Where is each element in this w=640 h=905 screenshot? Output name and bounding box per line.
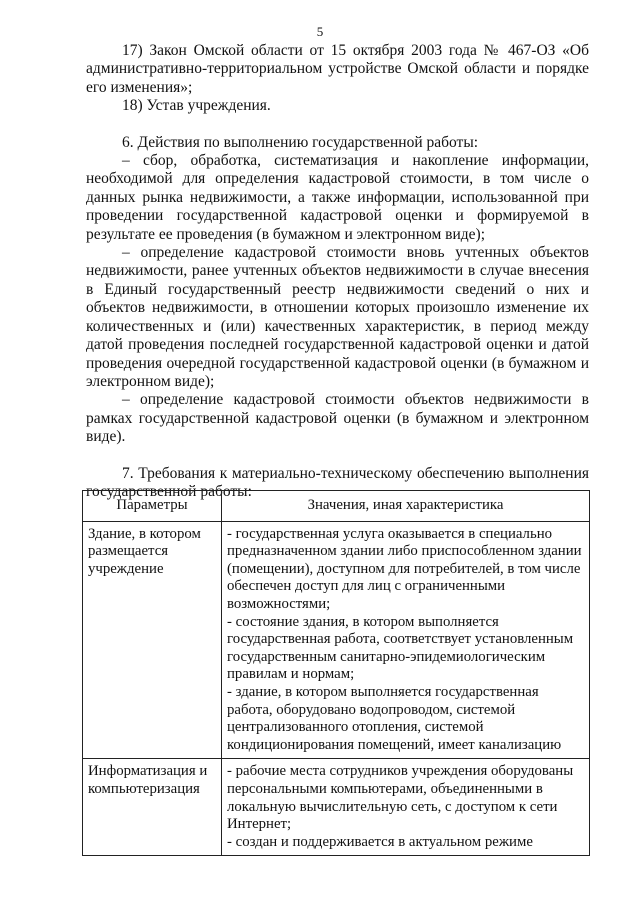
- section-6-item-a: – сбор, обработка, систематизация и накопление информации, необходимой для определения кадастровой стоимости, в том числе о данных рынка недвижимости, а также информации, использованной при проведении государственной кадастровой оценки и формируемой в результате ее проведения (в бумажном и электронном виде);: [86, 152, 589, 243]
- requirements-table: [82, 490, 590, 856]
- spacer: [86, 116, 589, 134]
- param-cell: Информатизация и компьютеризация: [83, 759, 222, 856]
- header-parameters: Параметры: [83, 491, 222, 522]
- section-7-heading: 7. Требования к материально-техническому обеспечению выполнения государственной работы:: [86, 464, 589, 500]
- value-cell: [222, 521, 590, 759]
- list-item-18: 18) Устав учреждения.: [122, 97, 271, 115]
- section-6-heading: 6. Действия по выполнению государственной работы:: [122, 133, 479, 151]
- list-item-17: 17) Закон Омской области от 15 октября 2003 года № 467-ОЗ «Об административно-территориальном устройстве Омской области и порядке его изменения»;: [86, 42, 589, 96]
- value-line: - рабочие места сотрудников учреждения оборудованы персональными компьютерами, объединенными в локальную вычислительную сеть, с доступом к сети Интернет;: [227, 763, 574, 833]
- table-row: [83, 759, 590, 856]
- value-line: - состояние здания, в котором выполняется государственная работа, соответствует установленным государственным санитарно-эпидемиологическим правилам и нормам;: [227, 613, 574, 683]
- value-line: - создан и поддерживается в актуальном режиме: [227, 833, 533, 850]
- spacer: [86, 447, 589, 465]
- value-line: - здание, в котором выполняется государственная работа, оборудовано водопроводом, системой централизованного отопления, системой кондиционирования помещений, имеет канализацию: [227, 683, 562, 753]
- table-header-row: [83, 491, 590, 522]
- table-row: [83, 521, 590, 759]
- section-6-item-c: – определение кадастровой стоимости объектов недвижимости в рамках государственной кадастровой оценки (в бумажном и электронном виде).: [86, 391, 589, 446]
- section-6-item-b: – определение кадастровой стоимости вновь учтенных объектов недвижимости, ранее учтенных объектов недвижимости в случае внесения в Единый государственный реестр недвижимости сведений о них и объектов недвижимости, в отношении которых произошло изменение их количественных и (или) качественных характеристик, в период между датой проведения последней государственной кадастровой оценки и датой проведения очередной государственной кадастровой оценки (в бумажном и электронном виде);: [86, 244, 589, 390]
- header-values: Значения, иная характеристика: [222, 491, 590, 522]
- document-body: [86, 42, 589, 501]
- page-number: 5: [316, 24, 324, 39]
- value-cell: [222, 759, 590, 856]
- param-cell: Здание, в котором размещается учреждение: [83, 521, 222, 759]
- value-line: - государственная услуга оказывается в специально предназначенном здании либо приспособленном здании (помещении), доступном для потребителей, в том числе обеспечен доступ для лиц с ограниченными возможностями;: [227, 525, 582, 612]
